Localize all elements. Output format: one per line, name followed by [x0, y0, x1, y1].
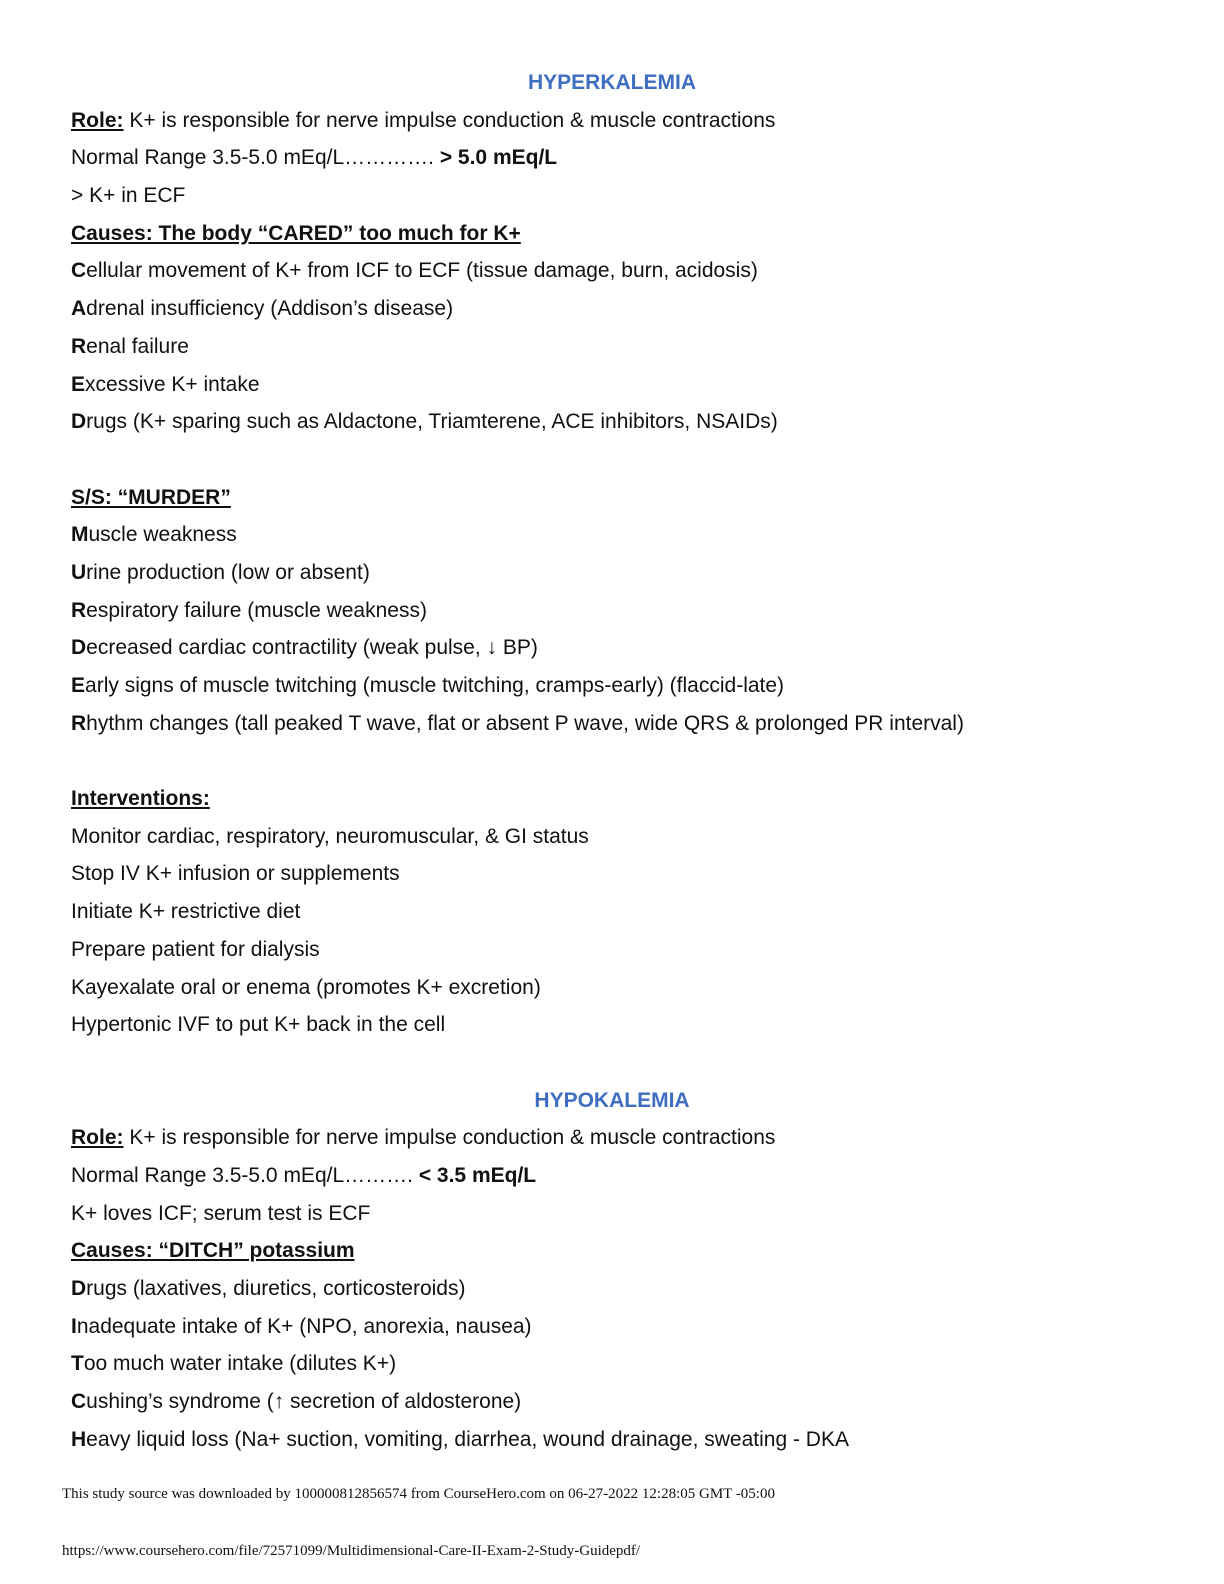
list-item — [71, 252, 1161, 290]
range-value: < 3.5 mEq/L — [418, 1163, 537, 1187]
mnemonic-letter: T — [71, 1352, 84, 1376]
list-item-text: ushing’s syndrome (↑ secretion of aldosterone) — [86, 1390, 522, 1414]
list-item — [71, 554, 1161, 592]
list-item — [71, 403, 1161, 441]
mnemonic-letter: U — [71, 560, 87, 584]
list-item-text: hythm changes (tall peaked T wave, flat or absent P wave, wide QRS & prolonged PR interval) — [86, 711, 964, 735]
hyperkalemia-role — [71, 102, 1161, 140]
list-item-text: espiratory failure (muscle weakness) — [86, 598, 427, 622]
mnemonic-letter: I — [71, 1314, 77, 1338]
list-item — [71, 366, 1161, 404]
role-label: Role: — [71, 108, 124, 132]
role-label: Role: — [71, 1126, 124, 1150]
list-item: Stop IV K+ infusion or supplements — [71, 862, 400, 886]
list-item — [71, 328, 1161, 366]
list-item — [71, 667, 1161, 705]
list-item-text: ellular movement of K+ from ICF to ECF (tissue damage, burn, acidosis) — [86, 259, 758, 283]
list-item: Monitor cardiac, respiratory, neuromuscular, & GI status — [71, 824, 589, 848]
list-item-text: rine production (low or absent) — [86, 560, 370, 584]
hypokalemia-causes-heading: Causes: “DITCH” potassium — [71, 1239, 355, 1263]
list-item — [71, 1270, 1161, 1308]
mnemonic-letter: C — [71, 1390, 87, 1414]
mnemonic-letter: E — [71, 372, 86, 396]
range-text: Normal Range 3.5-5.0 mEq/L…………. — [71, 146, 440, 170]
list-item: Hypertonic IVF to put K+ back in the cell — [71, 1013, 446, 1037]
list-item-text: xcessive K+ intake — [85, 372, 260, 396]
mnemonic-letter: R — [71, 598, 87, 622]
mnemonic-letter: D — [71, 636, 87, 660]
mnemonic-letter: E — [71, 674, 86, 697]
hyperkalemia-title: HYPERKALEMIA — [527, 71, 696, 94]
mnemonic-letter: D — [71, 410, 87, 434]
download-note: This study source was downloaded by 100000812856574 from CourseHero.com on 06-27-2022 12:28:05 GMT -05:00 — [62, 1486, 775, 1502]
source-url[interactable]: https://www.coursehero.com/file/72571099/Multidimensional-Care-II-Exam-2-Study-Guidepdf/ — [62, 1543, 641, 1559]
list-item: Prepare patient for dialysis — [71, 937, 320, 961]
hyperkalemia-causes-heading: Causes: The body “CARED” too much for K+ — [71, 221, 521, 245]
hypokalemia-icf-note: K+ loves ICF; serum test is ECF — [71, 1201, 371, 1225]
list-item — [71, 1308, 1161, 1346]
list-item-text: oo much water intake (dilutes K+) — [83, 1352, 397, 1376]
mnemonic-letter: D — [71, 1277, 87, 1300]
list-item-text: rugs (laxatives, diuretics, corticosteroids) — [86, 1277, 466, 1300]
mnemonic-letter: H — [71, 1427, 87, 1451]
spacer — [71, 1044, 1161, 1082]
mnemonic-letter: M — [71, 523, 89, 547]
hypokalemia-normal-range — [71, 1157, 1161, 1195]
hyperkalemia-normal-range — [71, 139, 1161, 177]
hyperkalemia-interventions-heading: Interventions: — [71, 787, 210, 811]
spacer — [71, 742, 1161, 780]
mnemonic-letter: R — [71, 711, 87, 735]
mnemonic-letter: R — [71, 334, 87, 358]
hyperkalemia-ss-heading: S/S: “MURDER” — [71, 485, 231, 509]
range-text: Normal Range 3.5-5.0 mEq/L………. — [71, 1163, 419, 1187]
list-item: Kayexalate oral or enema (promotes K+ excretion) — [71, 975, 541, 999]
list-item-text: arly signs of muscle twitching (muscle twitching, cramps-early) (flaccid-late) — [85, 674, 785, 697]
hyperkalemia-ecf-note: > K+ in ECF — [71, 184, 186, 208]
study-guide-content — [71, 64, 1161, 1458]
list-item: Initiate K+ restrictive diet — [71, 900, 301, 924]
list-item — [71, 592, 1161, 630]
list-item — [71, 629, 1161, 667]
list-item-text: rugs (K+ sparing such as Aldactone, Triamterene, ACE inhibitors, NSAIDs) — [86, 410, 778, 434]
list-item — [71, 1345, 1161, 1383]
range-value: > 5.0 mEq/L — [439, 146, 558, 170]
list-item — [71, 1383, 1161, 1421]
list-item — [71, 290, 1161, 328]
list-item-text: eavy liquid loss (Na+ suction, vomiting, diarrhea, wound drainage, sweating - DKA — [86, 1427, 849, 1451]
role-text: K+ is responsible for nerve impulse conduction & muscle contractions — [123, 108, 776, 132]
list-item-text: nadequate intake of K+ (NPO, anorexia, nausea) — [76, 1314, 532, 1338]
list-item — [71, 705, 1161, 743]
role-text: K+ is responsible for nerve impulse conduction & muscle contractions — [123, 1126, 776, 1150]
list-item-text: uscle weakness — [88, 523, 237, 547]
hypokalemia-role — [71, 1119, 1161, 1157]
list-item-text: ecreased cardiac contractility (weak pulse, ↓ BP) — [86, 636, 538, 660]
list-item — [71, 516, 1161, 554]
mnemonic-letter: A — [71, 297, 87, 321]
list-item-text: enal failure — [86, 334, 189, 358]
spacer — [71, 441, 1161, 479]
mnemonic-letter: C — [71, 259, 87, 283]
list-item-text: drenal insufficiency (Addison’s disease) — [86, 297, 454, 321]
list-item — [71, 1421, 1161, 1459]
hypokalemia-title: HYPOKALEMIA — [534, 1088, 690, 1112]
